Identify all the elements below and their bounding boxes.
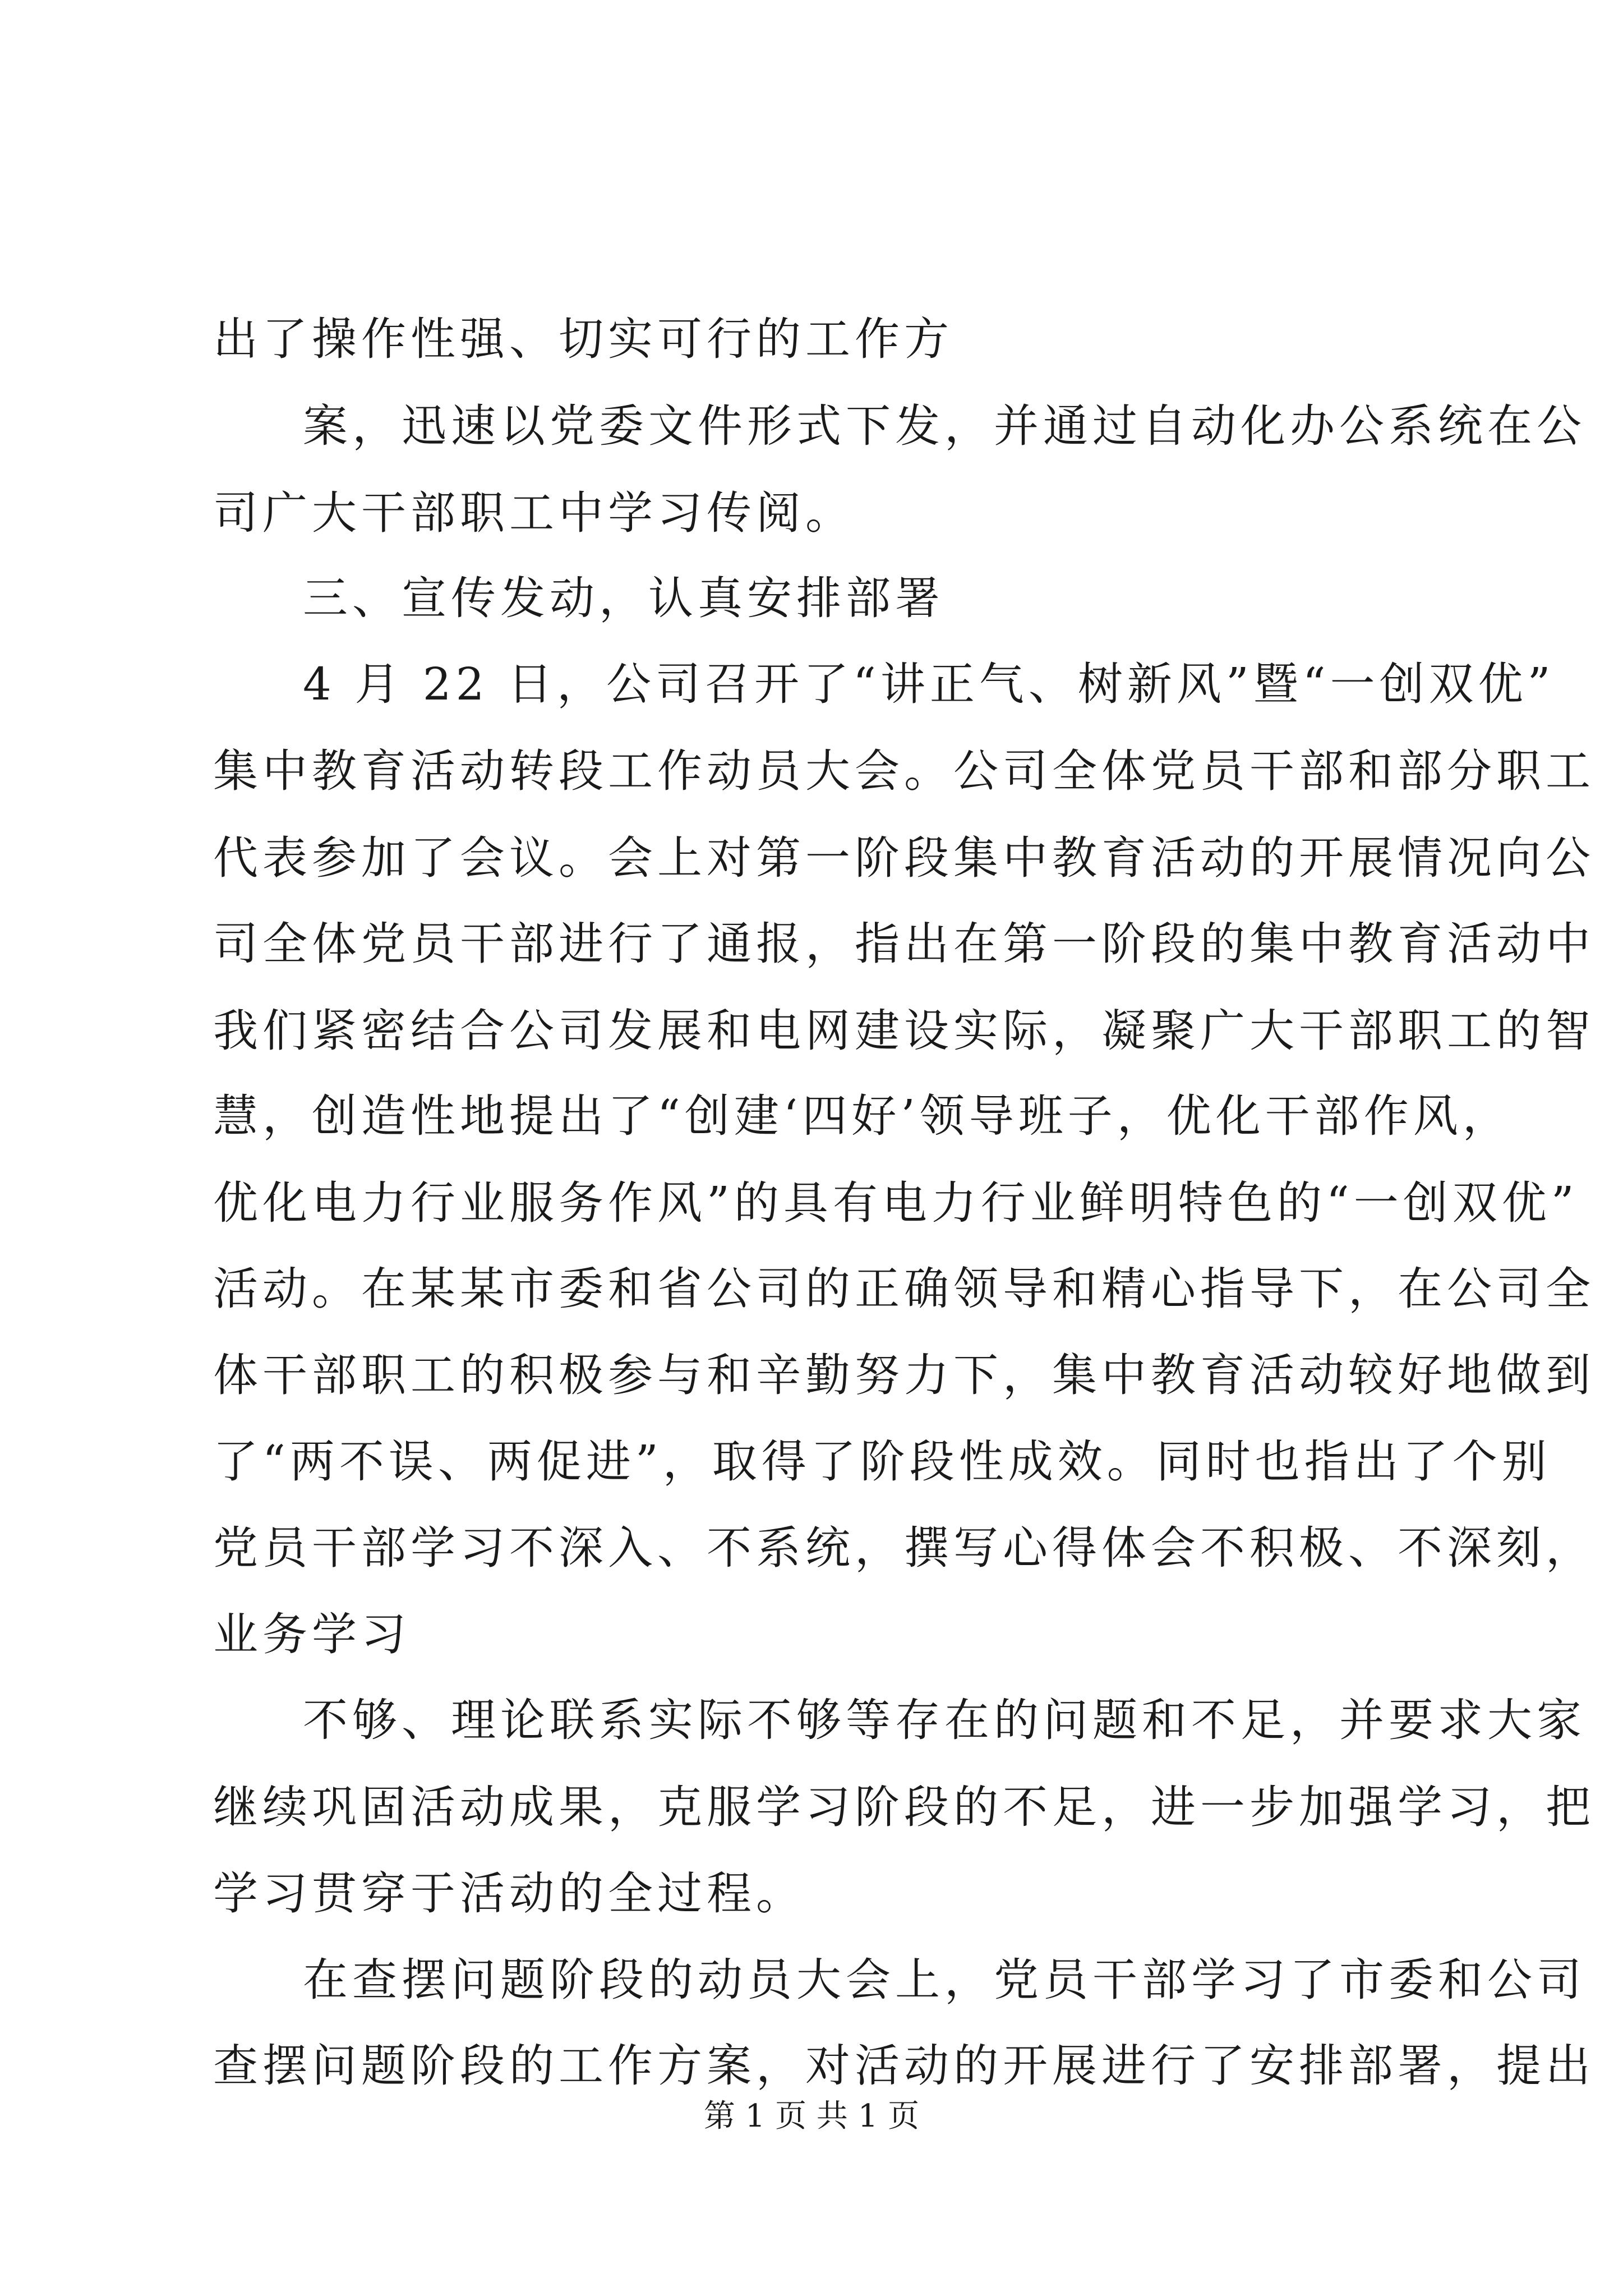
text-line: 不够、理论联系实际不够等存在的问题和不足，并要求大家	[303, 1694, 1586, 1746]
text-line: 司全体党员干部进行了通报，指出在第一阶段的集中教育活动中	[213, 918, 1595, 970]
text-line: 查摆问题阶段的工作方案，对活动的开展进行了安排部署，提出	[213, 2040, 1595, 2092]
section-heading: 三、宣传发动，认真安排部署	[303, 572, 944, 624]
text-line: 优化电力行业服务作风”的具有电力行业鲜明特色的“一创双优”	[213, 1177, 1579, 1229]
text-line: 学习贯穿于活动的全过程。	[213, 1867, 805, 1920]
text-line: 4 月 22 日，公司召开了“讲正气、树新风”暨“一创双优”	[303, 658, 1555, 710]
text-line: 慧，创造性地提出了“创建‘四好’领导班子，优化干部作风，	[213, 1090, 1512, 1142]
text-line: 党员干部学习不深入、不系统，撰写心得体会不积极、不深刻，	[213, 1522, 1595, 1574]
page-number-footer: 第 1 页 共 1 页	[703, 2098, 920, 2134]
text-line: 集中教育活动转段工作动员大会。公司全体党员干部和部分职工	[213, 745, 1595, 797]
text-line: 在查摆问题阶段的动员大会上，党员干部学习了市委和公司	[303, 1954, 1586, 2006]
text-line: 出了操作性强、切实可行的工作方	[213, 313, 953, 365]
text-line: 司广大干部职工中学习传阅。	[213, 487, 855, 539]
text-line: 案，迅速以党委文件形式下发，并通过自动化办公系统在公	[303, 400, 1586, 452]
text-line: 业务学习	[213, 1608, 411, 1660]
text-line: 我们紧密结合公司发展和电网建设实际，凝聚广大干部职工的智	[213, 1005, 1595, 1057]
text-line: 代表参加了会议。会上对第一阶段集中教育活动的开展情况向公	[213, 832, 1595, 884]
text-line: 体干部职工的积极参与和辛勤努力下，集中教育活动较好地做到	[213, 1349, 1595, 1401]
text-line: 继续巩固活动成果，克服学习阶段的不足，进一步加强学习，把	[213, 1781, 1595, 1833]
text-line: 活动。在某某市委和省公司的正确领导和精心指导下，在公司全	[213, 1263, 1595, 1315]
text-line: 了“两不误、两促进”，取得了阶段性成效。同时也指出了个别	[213, 1435, 1551, 1488]
